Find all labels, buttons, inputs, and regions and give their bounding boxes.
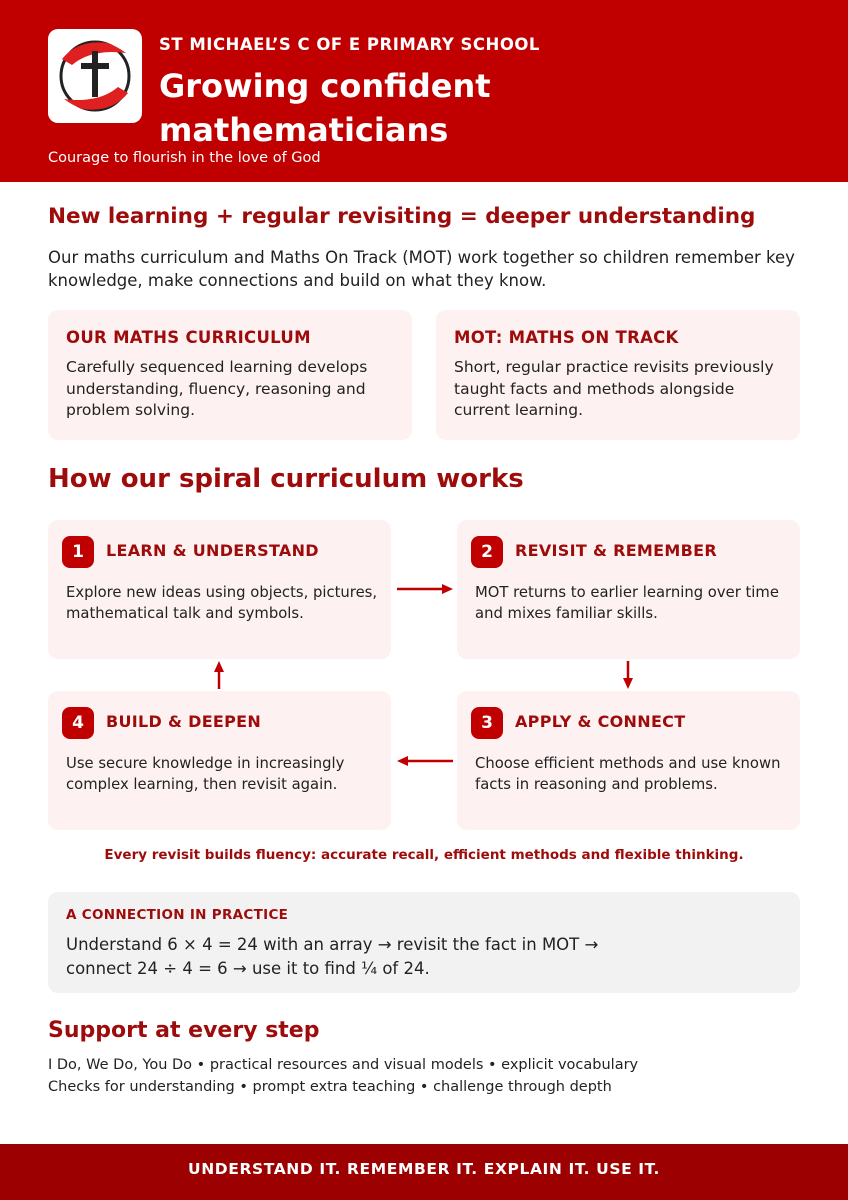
support-list <box>48 1055 638 1098</box>
mot-card-heading: MOT: MATHS ON TRACK <box>454 328 679 347</box>
intro-section-title: New learning + regular revisiting = deeper understanding <box>48 204 756 229</box>
step-title: REVISIT & REMEMBER <box>515 541 717 560</box>
school-motto: Courage to flourish in the love of God <box>48 150 321 166</box>
step-card-learn <box>48 520 391 659</box>
practice-box <box>48 892 800 993</box>
curriculum-card-heading: OUR MATHS CURRICULUM <box>66 328 311 347</box>
step-number-badge: 1 <box>62 536 94 568</box>
support-line: I Do, We Do, You Do • practical resources and visual models • explicit vocabulary <box>48 1057 639 1073</box>
step-title: APPLY & CONNECT <box>515 712 686 731</box>
curriculum-card-text: Carefully sequenced learning develops understanding, fluency, reasoning and problem solving. <box>66 358 368 419</box>
step-card-revisit <box>457 520 800 659</box>
page-title: Growing confident mathematicians <box>159 67 491 149</box>
step-text: Choose efficient methods and use known facts in reasoning and problems. <box>475 755 781 793</box>
arrow-up-icon <box>212 660 226 690</box>
arrow-left-icon <box>396 754 454 768</box>
step-number-badge: 3 <box>471 707 503 739</box>
arrow-right-icon <box>396 582 454 596</box>
cross-in-hands-logo-icon <box>48 29 142 123</box>
step-title: BUILD & DEEPEN <box>106 712 262 731</box>
school-name: ST MICHAEL’S C OF E PRIMARY SCHOOL <box>159 35 540 54</box>
school-logo <box>48 29 142 123</box>
step-number-badge: 4 <box>62 707 94 739</box>
header-banner <box>0 0 848 182</box>
step-text: Explore new ideas using objects, pictures, mathematical talk and symbols. <box>66 584 378 622</box>
practice-text: Understand 6 × 4 = 24 with an array → revisit the fact in MOT → connect 24 ÷ 4 = 6 → use it to find ¼ of 24. <box>66 935 599 978</box>
fluency-note: Every revisit builds fluency: accurate recall, efficient methods and flexible thinking. <box>104 847 744 863</box>
step-text: MOT returns to earlier learning over time and mixes familiar skills. <box>475 584 779 622</box>
mot-card <box>436 310 800 440</box>
arrow-down-icon <box>621 660 635 690</box>
support-line: Checks for understanding • prompt extra teaching • challenge through depth <box>48 1078 612 1095</box>
step-text: Use secure knowledge in increasingly complex learning, then revisit again. <box>66 755 345 793</box>
mot-card-text: Short, regular practice revisits previously taught facts and methods alongside current learning. <box>454 358 774 419</box>
support-section-title: Support at every step <box>48 1018 320 1043</box>
spiral-section-title: How our spiral curriculum works <box>48 464 524 494</box>
practice-heading: A CONNECTION IN PRACTICE <box>66 907 289 923</box>
step-number-badge: 2 <box>471 536 503 568</box>
step-card-build <box>48 691 391 830</box>
footer-banner: UNDERSTAND IT. REMEMBER IT. EXPLAIN IT. USE IT. <box>0 1144 848 1200</box>
intro-text: Our maths curriculum and Maths On Track (MOT) work together so children remember key knowledge, make connections and build on what they know. <box>48 248 795 290</box>
step-title: LEARN & UNDERSTAND <box>106 541 319 560</box>
step-card-apply <box>457 691 800 830</box>
curriculum-card <box>48 310 412 440</box>
